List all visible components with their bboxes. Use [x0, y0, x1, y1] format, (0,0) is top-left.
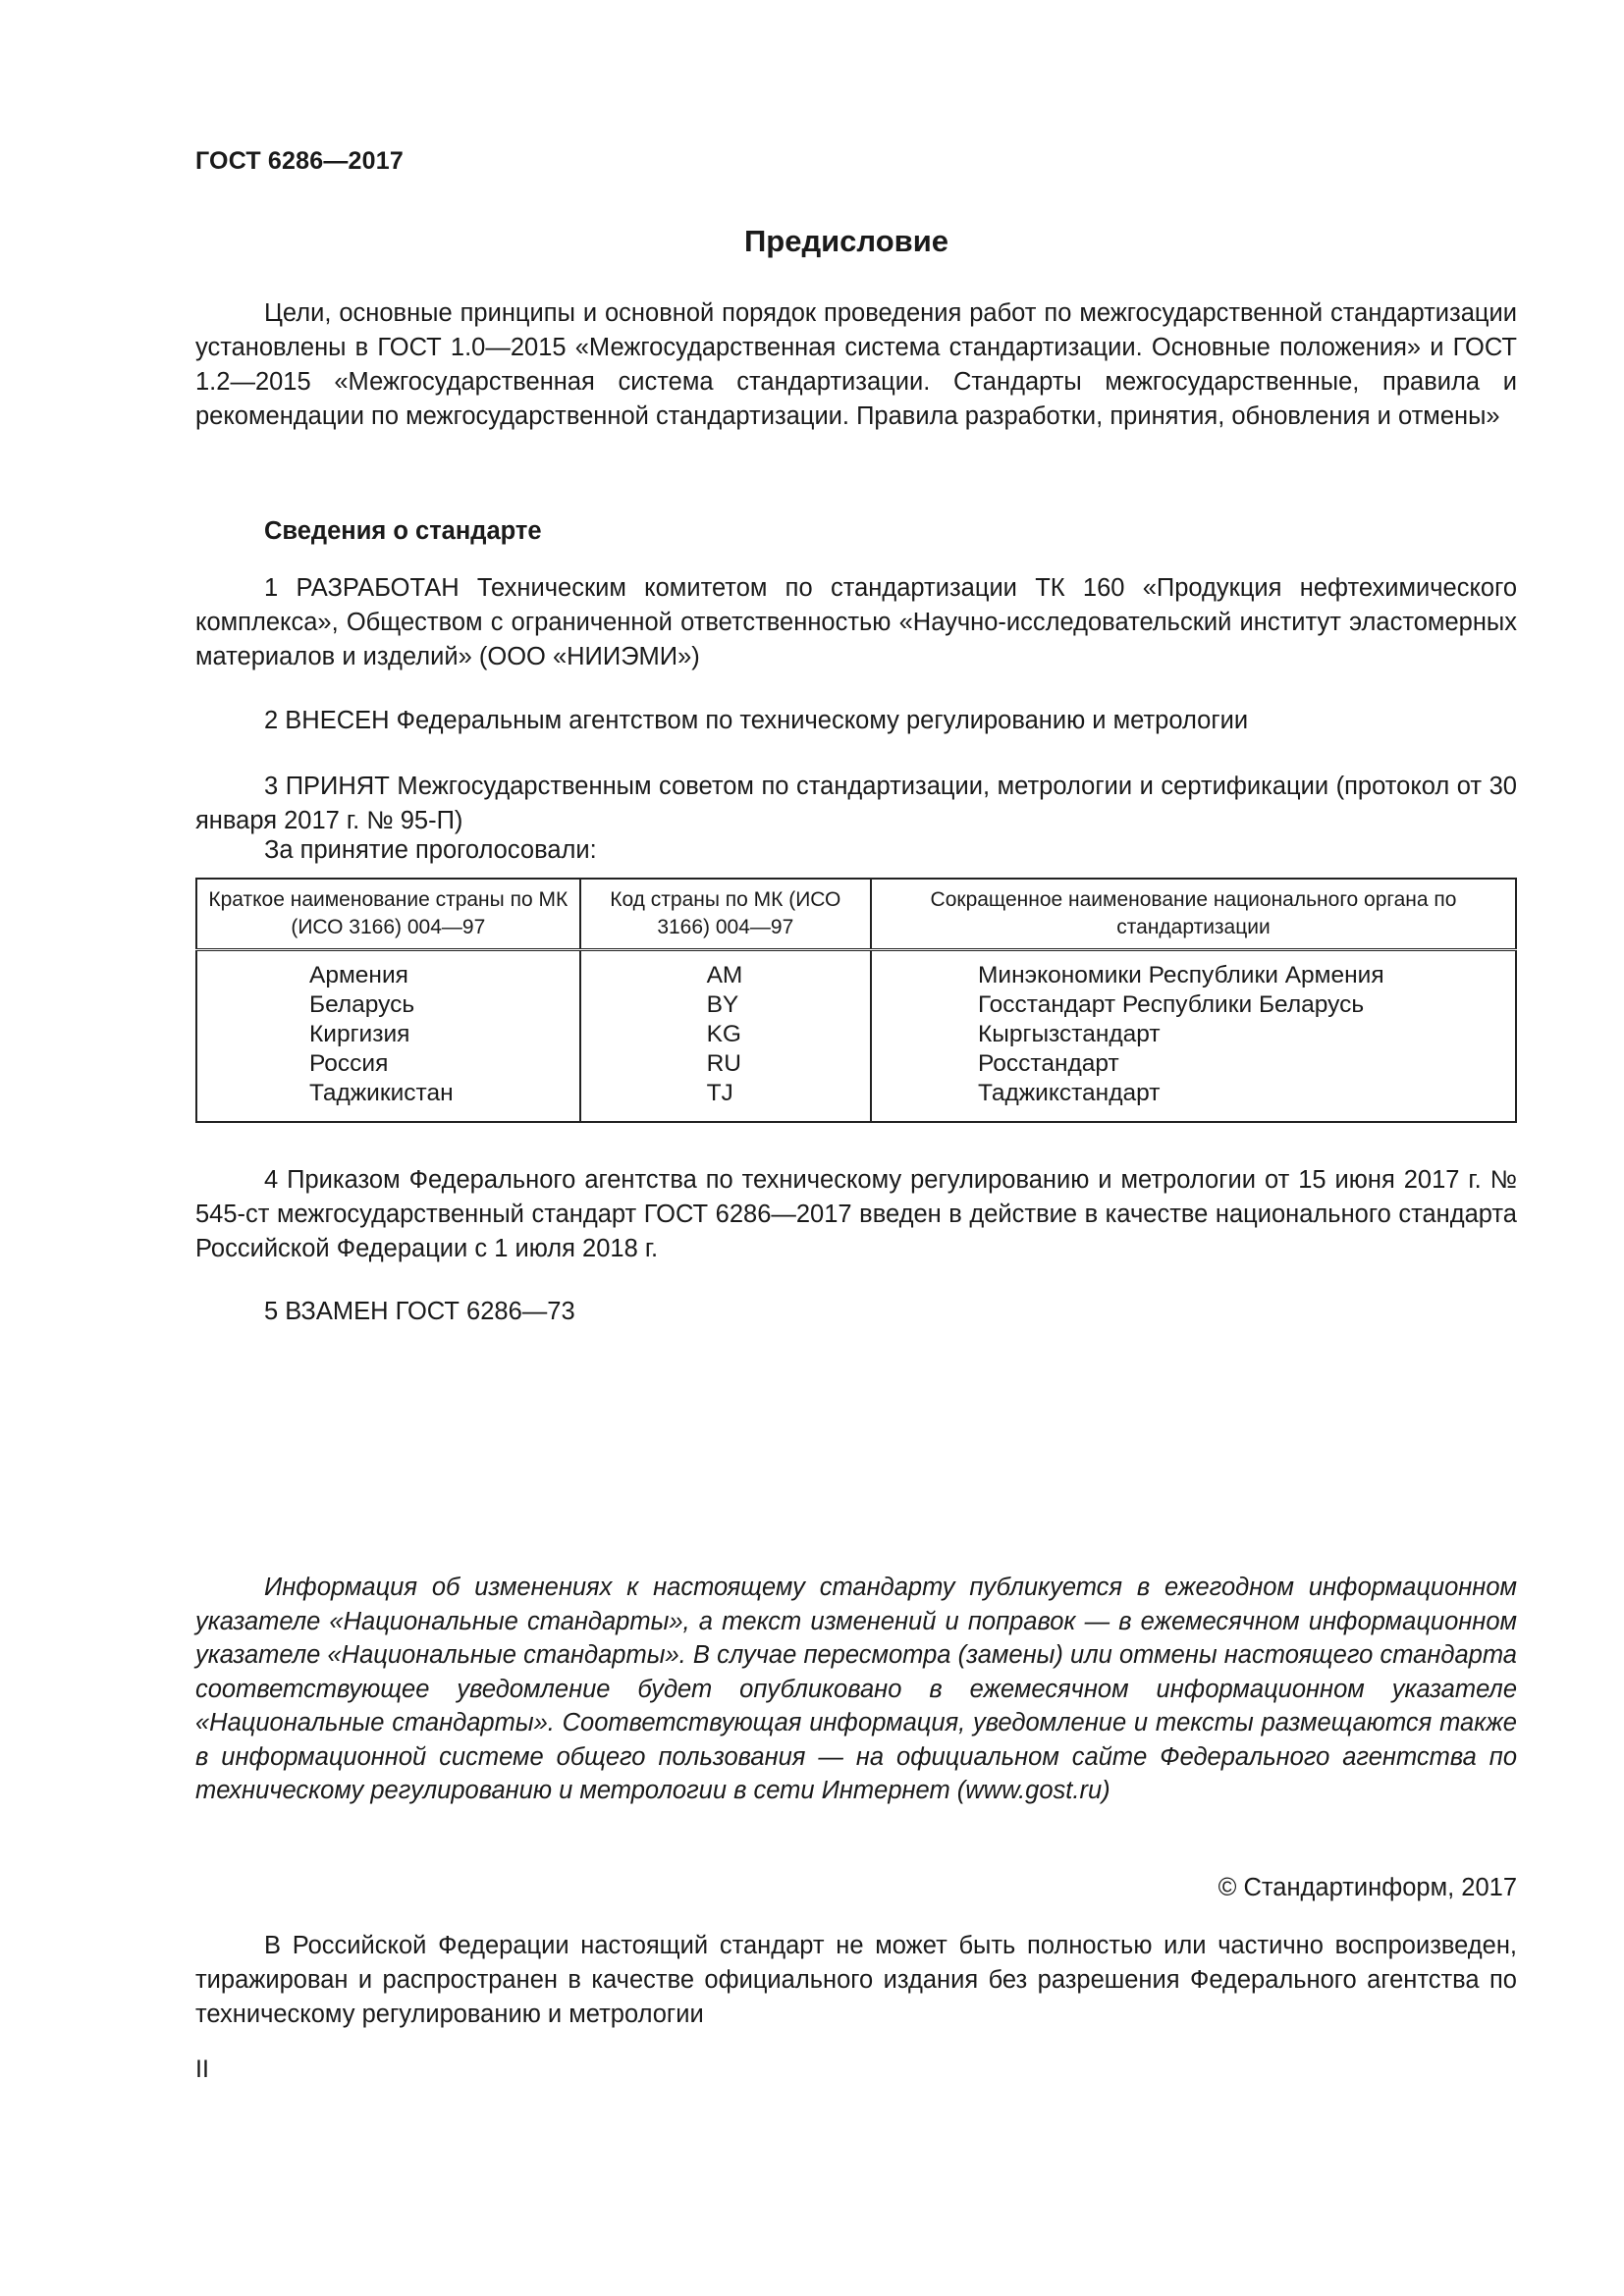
item-4 — [195, 1163, 1517, 1266]
voting-countries-table — [195, 878, 1517, 1123]
item-2-text: 2 ВНЕСЕН Федеральным агентством по техническому регулированию и метрологии — [264, 707, 1249, 734]
table-header-row — [196, 879, 1516, 950]
national-body: Минэкономики Республики Армения — [978, 962, 1384, 988]
item-1 — [195, 571, 1517, 674]
copyright-line: © Стандартинформ, 2017 — [1218, 1874, 1517, 1901]
page-title: Предисловие — [743, 224, 948, 258]
country-code: AM — [706, 962, 743, 988]
country-code: BY — [706, 991, 739, 1018]
vote-label: За принятие проголосовали: — [264, 836, 597, 864]
country-code: RU — [706, 1050, 741, 1077]
reproduction-rights-text: В Российской Федерации настоящий стандарт не может быть полностью или частично воспроизведен, тиражирован и распространен в качестве официального издания без разрешения Федерального агентства по техническому регулированию и метрологии — [195, 1932, 1517, 2028]
country-name: Россия — [309, 1050, 389, 1077]
item-5 — [195, 1295, 1517, 1329]
item-2 — [195, 704, 1517, 738]
header-country-name: Краткое наименование страны по МК (ИСО 3166) 004—97 — [196, 879, 580, 950]
item-1-text: 1 РАЗРАБОТАН Техническим комитетом по стандартизации ТК 160 «Продукция нефтехимического комплекса», Обществом с ограниченной ответственностью «Научно-исследовательский институт эластомерных материалов и изделий» (ООО «НИИЭМИ») — [195, 574, 1517, 670]
national-body: Кыргызстандарт — [978, 1021, 1161, 1047]
country-name: Таджикистан — [309, 1080, 454, 1106]
reproduction-rights — [195, 1929, 1517, 2032]
item-4-text: 4 Приказом Федерального агентства по техническому регулированию и метрологии от 15 июня 2017 г. № 545-ст межгосударственный стандарт ГОСТ 6286—2017 введен в действие в качестве национального стандарта Российской Федерации с 1 июля 2018 г. — [195, 1166, 1517, 1262]
item-3 — [195, 770, 1517, 838]
section-heading: Сведения о стандарте — [264, 517, 542, 545]
country-code: TJ — [706, 1080, 733, 1106]
national-bodies-cell — [871, 950, 1516, 1123]
document-id-header: ГОСТ 6286—2017 — [195, 147, 404, 175]
header-country-code: Код страны по МК (ИСО 3166) 004—97 — [580, 879, 871, 950]
country-code: KG — [706, 1021, 741, 1047]
country-name: Армения — [309, 962, 408, 988]
intro-text: Цели, основные принципы и основной порядок проведения работ по межгосударственной стандартизации установлены в ГОСТ 1.0—2015 «Межгосударственная система стандартизации. Основные положения» и ГОСТ 1.2—2015 «Межгосударственная система стандартизации. Стандарты межгосударственные, правила и рекомендации по межгосударственной стандартизации. Правила разработки, принятия, обновления и отмены» — [195, 299, 1517, 430]
country-names-cell — [196, 950, 580, 1123]
table-body-row — [196, 950, 1516, 1123]
country-name: Беларусь — [309, 991, 415, 1018]
item-3-text: 3 ПРИНЯТ Межгосударственным советом по стандартизации, метрологии и сертификации (протокол от 30 января 2017 г. № 95-П) — [195, 773, 1517, 834]
country-name: Киргизия — [309, 1021, 410, 1047]
page-number: II — [195, 2056, 209, 2083]
intro-paragraph — [195, 296, 1517, 434]
national-body: Росстандарт — [978, 1050, 1119, 1077]
national-body: Госстандарт Республики Беларусь — [978, 991, 1365, 1018]
header-national-body: Сокращенное наименование национального органа по стандартизации — [871, 879, 1516, 950]
item-5-text: 5 ВЗАМЕН ГОСТ 6286—73 — [264, 1298, 575, 1325]
country-codes-cell — [580, 950, 871, 1123]
amendments-notice: Информация об изменениях к настоящему стандарту публикуется в ежегодном информационном указателе «Национальные стандарты», а текст изменений и поправок — в ежемесячном информационном указателе «Национальные стандарты». В случае пересмотра (замены) или отмены настоящего стандарта соответствующее уведомление будет опубликовано в ежемесячном информационном указателе «Национальные стандарты». Соответствующая информация, уведомление и тексты размещаются также в информационной системе общего пользования — на официальном сайте Федерального агентства по техническому регулированию и метрологии в сети Интернет (www.gost.ru) — [195, 1574, 1517, 1804]
national-body: Таджикстандарт — [978, 1080, 1161, 1106]
